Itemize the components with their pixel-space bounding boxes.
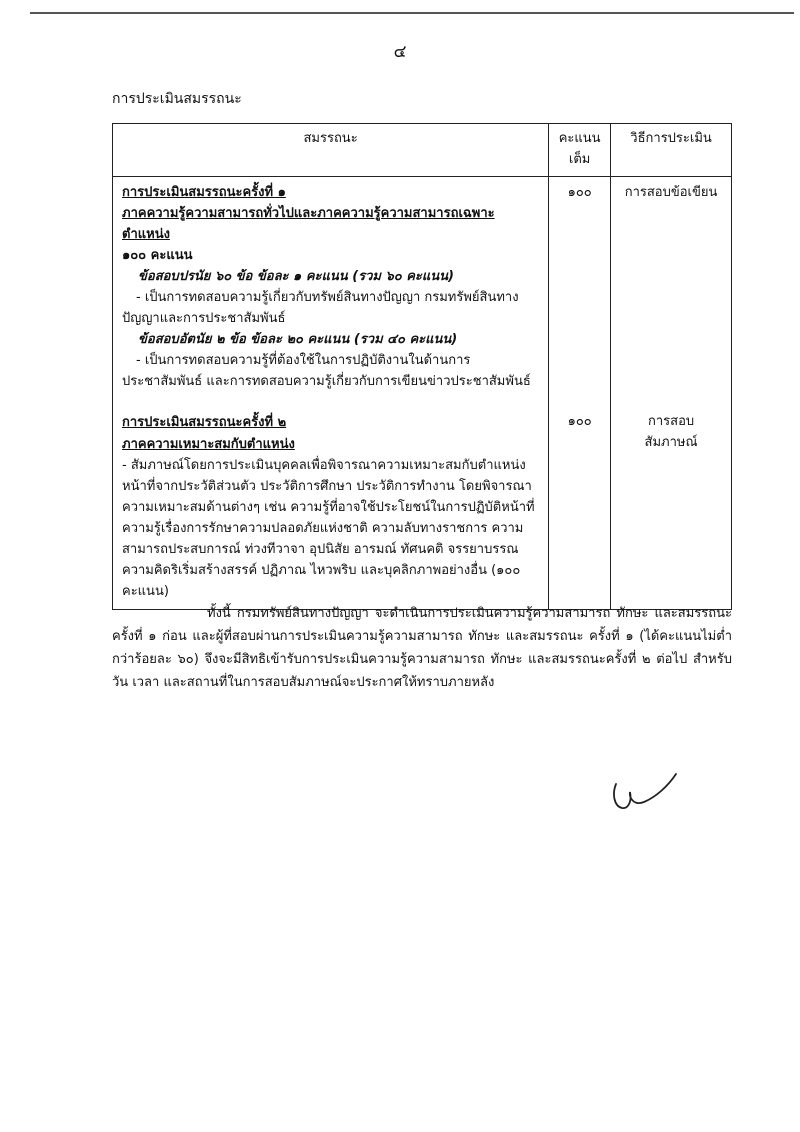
header-method: วิธีการประเมิน [611, 124, 732, 177]
round1-subheading: ภาคความรู้ความสามารถทั่วไปและภาคความรู้ความสามารถเฉพาะตำแหน่ง [122, 206, 495, 243]
header-full-score [549, 124, 611, 177]
method-cell [611, 177, 732, 610]
round1-score: ๑๐๐ [567, 185, 592, 200]
round1-points: ๑๐๐ คะแนน [122, 248, 193, 264]
page-number: ๔ [393, 42, 407, 62]
round2-method-line2: สัมภาษณ์ [644, 435, 698, 451]
score-cell [549, 177, 611, 610]
section-title: การประเมินสมรรถนะ [112, 91, 242, 107]
closing-paragraph [112, 602, 732, 695]
round2-subheading: ภาคความเหมาะสมกับตำแหน่ง [122, 436, 295, 452]
round1-heading: การประเมินสมรรถนะครั้งที่ ๑ [122, 185, 286, 200]
subjective-exam-desc: - เป็นการทดสอบความรู้ที่ต้องใช้ในการปฏิบัติงานในด้านการประชาสัมพันธ์ และการทดสอบความรู้เกี่ยวกับการเขียนข่าวประชาสัมพันธ์ [122, 353, 531, 390]
header-score-line1: คะแนน [558, 131, 601, 146]
top-rule [30, 12, 794, 14]
objective-exam-desc: - เป็นการทดสอบความรู้เกี่ยวกับทรัพย์สินทางปัญญา กรมทรัพย์สินทางปัญญาและการประชาสัมพันธ์ [122, 290, 519, 327]
table-header-row [113, 124, 732, 177]
signature-mark [610, 768, 682, 818]
competency-cell [113, 177, 549, 610]
closing-text: ทั้งนี้ กรมทรัพย์สินทางปัญญา จะดำเนินการประเมินความรู้ความสามารถ ทักษะ และสมรรถนะครั้งที่ ๑ ก่อน และผู้ที่สอบผ่านการประเมินความรู้ความสามารถ ทักษะ และสมรรถนะ ครั้งที่ ๑ (ได้คะแนนไม่ต่ำกว่าร้อยละ ๖๐) จึงจะมีสิทธิเข้ารับการประเมินความรู้ความสามารถ ทักษะ และสมรรถนะครั้งที่ ๒ ต่อไป สำหรับวัน เวลา และสถานที่ในการสอบสัมภาษณ์จะประกาศให้ทราบภายหลัง [112, 606, 732, 691]
objective-exam-title: ข้อสอบปรนัย ๖๐ ข้อ ข้อละ ๑ คะแนน (รวม ๖๐ คะแนน) [138, 269, 454, 285]
round2-method-line1: การสอบ [647, 414, 695, 430]
assessment-table [112, 123, 732, 610]
round2-heading: การประเมินสมรรถนะครั้งที่ ๒ [122, 415, 287, 431]
round2-score: ๑๐๐ [567, 414, 592, 430]
header-competency: สมรรถนะ [113, 124, 549, 177]
subjective-exam-title: ข้อสอบอัตนัย ๒ ข้อ ข้อละ ๒๐ คะแนน (รวม ๔๐ คะแนน) [138, 332, 458, 348]
header-score-line2: เต็ม [568, 152, 591, 168]
table-row [113, 177, 732, 610]
round2-desc: - สัมภาษณ์โดยการประเมินบุคคลเพื่อพิจารณาความเหมาะสมกับตำแหน่งหน้าที่จากประวัติส่วนตัว ประวัติการศึกษา ประวัติการทำงาน โดยพิจารณาความเหมาะสมด้านต่างๆ เช่น ความรู้ที่อาจใช้ประโยชน์ในการปฏิบัติหน้าที่ ความรู้เรื่องการรักษาความปลอดภัยแห่งชาติ ความลับทางราชการ ความสามารถประสบการณ์ ท่วงทีวาจา อุปนิสัย อารมณ์ ทัศนคติ จรรยาบรรณ ความคิดริเริ่มสร้างสรรค์ ปฏิภาณ ไหวพริบ และบุคลิกภาพอย่างอื่น (๑๐๐ คะแนน) [122, 457, 535, 599]
round1-method: การสอบข้อเขียน [624, 185, 718, 200]
